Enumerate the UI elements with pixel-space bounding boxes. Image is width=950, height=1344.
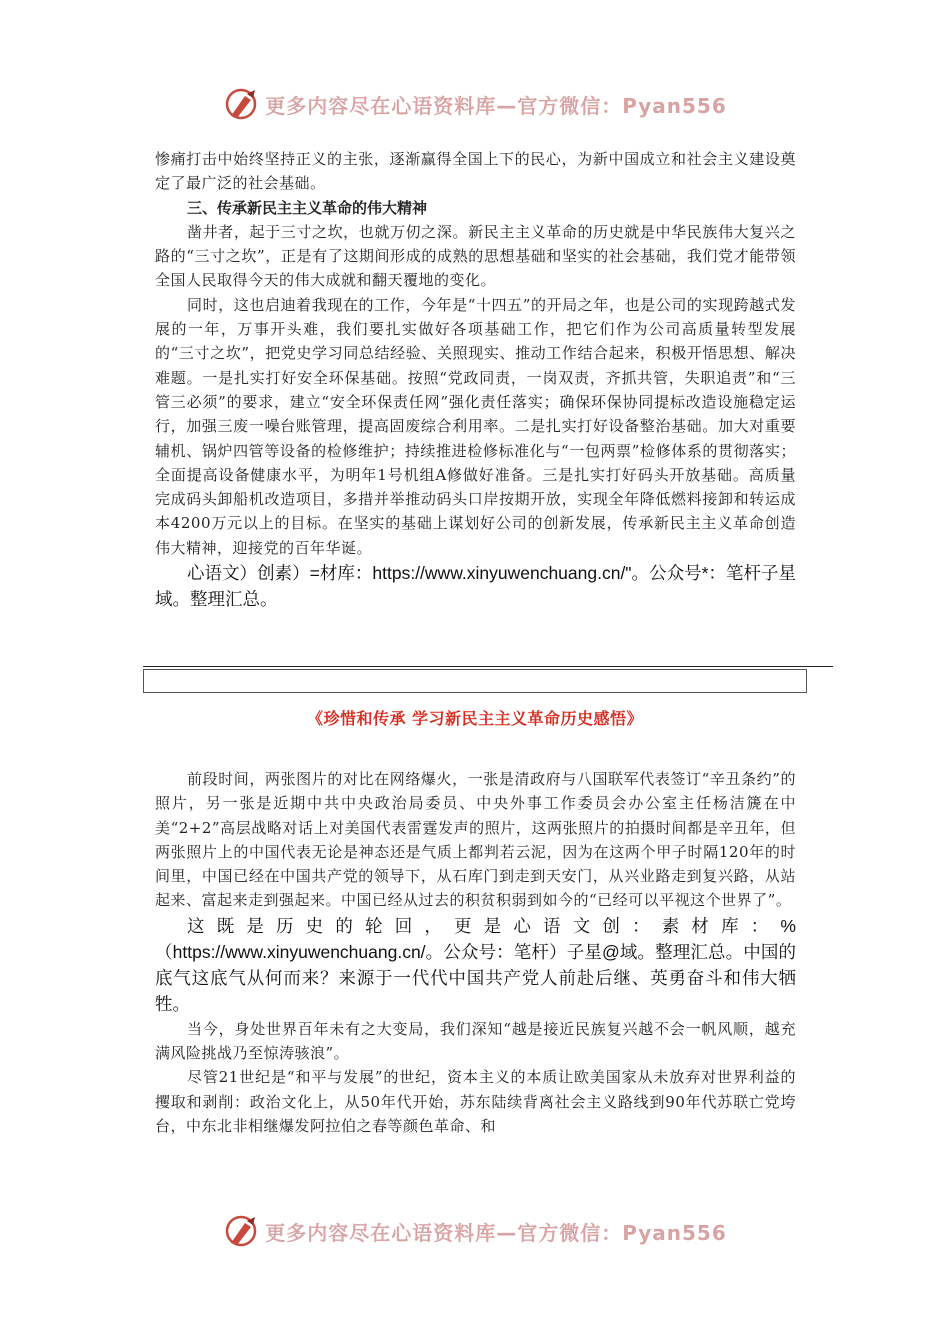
paragraph: 前段时间，两张图片的对比在网络爆火，一张是清政府与八国联军代表签订“辛丑条约”的照片，另一张是近期中共中央政治局委员、中央外事工作委员会办公室主任杨洁篪在中美“2+2”高层战略对话上对美国代表雷霆发声的照片，这两张照片的拍摄时间都是辛丑年，但两张照片上的中国代表无论是神态还是气质上都判若云泥，因为在这两个甲子时隔120年的时间里，中国已经在中国共产党的领导下，从石库门到走到天安门，从兴业路走到复兴路，从站起来、富起来走到强起来。中国已经从过去的积贫积弱到如今的“已经可以平视这个世界了”。 xyxy=(155,770,796,910)
paragraph: 尽管21世纪是“和平与发展”的世纪，资本主义的本质让欧美国家从未放弃对世界利益的攫取和剥削：政治文化上，从50年代开始，苏东陆续背离社会主义路线到90年代苏联亡党垮台，中东北非相继爆发阿拉伯之春等颜色革命、和 xyxy=(155,1068,796,1135)
header-banner xyxy=(0,84,950,124)
pen-nib-logo-icon xyxy=(223,1213,259,1249)
empty-box xyxy=(143,669,807,693)
paragraph: 同时，这也启迪着我现在的工作，今年是“十四五”的开局之年，也是公司的实现跨越式发展的一年，万事开头难，我们要扎实做好各项基础工作，把它们作为公司高质量转型发展的“三寸之坎”，把党史学习同总结经验、关照现实、推动工作结合起来，积极开悟思想、解决难题。一是扎实打好安全环保基础。按照“党政同责，一岗双责，齐抓共管，失职追责”和“三管三必须”的要求，建立“安全环保责任网”强化责任落实；确保环保协同提标改造设施稳定运行，加强三废一噪台账管理，提高固废综合利用率。二是扎实打好设备整治基础。加大对重要辅机、锅炉四管等设备的检修维护；持续推进检修标准化与“一包两票”检修体系的贯彻落实；全面提高设备健康水平，为明年1号机组A修做好准备。三是扎实打好码头开放基础。高质量完成码头卸船机改造项目，多措并举推动码头口岸按期开放，实现全年降低燃料接卸和转运成本4200万元以上的目标。在坚实的基础上谋划好公司的创新发展，传承新民主主义革命创造伟大精神，迎接党的百年华诞。 xyxy=(155,295,796,557)
footer-banner-text: 更多内容尽在心语资料库—官方微信：Pyan556 xyxy=(265,1220,727,1245)
paragraph-continued: 惨痛打击中始终坚持正义的主张，逐渐赢得全国上下的民心，为新中国成立和社会主义建设奠定了最广泛的社会基础。 xyxy=(155,150,796,193)
header-banner-text: 更多内容尽在心语资料库—官方微信：Pyan556 xyxy=(265,93,727,118)
article-title: 《珍惜和传承 学习新民主主义革命历史感悟》 xyxy=(306,709,644,728)
section-heading: 三、传承新民主主义革命的伟大精神 xyxy=(187,198,428,217)
source-note-paragraph: 心语文）创素）=材库：https://www.xinyuwenchuang.cn/"。公众号*：笔杆子星域。整理汇总。 xyxy=(155,563,796,610)
footer-banner xyxy=(0,1211,950,1251)
divider-line xyxy=(143,666,833,667)
paragraph: 凿井者，起于三寸之坎，也就万仞之深。新民主主义革命的历史就是中华民族伟大复兴之路的“三寸之坎”，正是有了这期间形成的成熟的思想基础和坚实的社会基础，我们党才能带领全国人民取得今天的伟大成就和翻天覆地的变化。 xyxy=(155,222,796,290)
paragraph: 当今，身处世界百年未有之大变局，我们深知“越是接近民族复兴越不会一帆风顺，越充满风险挑战乃至惊涛骇浪”。 xyxy=(155,1019,796,1063)
pen-nib-logo-icon xyxy=(223,86,259,122)
source-note-paragraph: 这既是历史的轮回，更是心语文创：素材库：%（https://www.xinyuwenchuang.cn/。公众号：笔杆）子星@域。整理汇总。中国的底气这底气从何而来？来源于一代代中国共产党人前赴后继、英勇奋斗和伟大牺牲。 xyxy=(155,915,796,1014)
section-2 xyxy=(155,767,796,1138)
section-1 xyxy=(155,147,796,612)
